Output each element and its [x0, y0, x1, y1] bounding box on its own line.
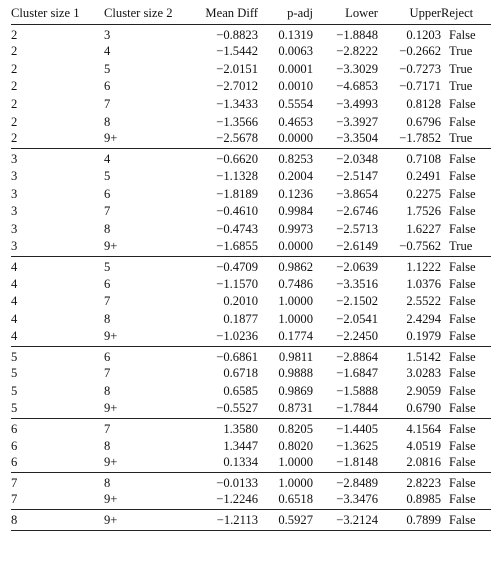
- cell-cluster-size-1: 2: [11, 44, 18, 59]
- cell-cluster-size-2: 8: [104, 114, 111, 129]
- cell-mean-diff: −1.2113: [186, 510, 258, 531]
- cell-p-adj: 0.9973: [278, 222, 313, 237]
- cell-mean-diff: −0.5527: [186, 400, 258, 419]
- cell-p-adj: 0.8205: [278, 421, 313, 436]
- cell-upper: 0.8985: [378, 491, 441, 510]
- results-table-container: [11, 3, 491, 531]
- cell-reject: False: [449, 349, 476, 364]
- cell-cluster-size-2: 5: [104, 259, 111, 274]
- cell-mean-diff: 1.3580: [223, 421, 258, 436]
- cell-mean-diff: −1.2246: [186, 491, 258, 510]
- cell-lower: −2.0639: [336, 259, 378, 274]
- cell-cluster-size-1: 3: [11, 169, 18, 184]
- cell-reject: False: [449, 114, 476, 129]
- cell-mean-diff: −1.0236: [186, 328, 258, 347]
- cell-mean-diff: −1.8189: [216, 186, 258, 201]
- table-row: [11, 418, 491, 437]
- cell-upper: −0.7273: [399, 61, 441, 76]
- cell-mean-diff: −0.6620: [216, 152, 258, 167]
- cell-p-adj: 0.6518: [258, 491, 313, 510]
- cell-reject: False: [449, 204, 476, 219]
- cell-mean-diff: −1.1570: [216, 276, 258, 291]
- cell-cluster-size-2: 8: [104, 222, 111, 237]
- header-cluster-size-2: Cluster size 2: [104, 3, 186, 24]
- cell-p-adj: 0.8020: [278, 438, 313, 453]
- cell-lower: −1.8148: [313, 454, 378, 473]
- cell-upper: 3.0283: [406, 366, 441, 381]
- cell-reject: False: [449, 169, 476, 184]
- header-mean-diff: Mean Diff: [186, 3, 258, 24]
- cell-cluster-size-2: 4: [104, 152, 111, 167]
- cell-cluster-size-2: 8: [104, 311, 111, 326]
- header-p-adj: p-adj: [258, 3, 313, 24]
- cell-lower: −2.8222: [336, 44, 378, 59]
- table-row: [11, 43, 491, 61]
- cell-reject: False: [449, 366, 476, 381]
- cell-p-adj: 0.0000: [258, 238, 313, 257]
- cell-mean-diff: −0.4610: [216, 204, 258, 219]
- cell-lower: −4.6853: [336, 79, 378, 94]
- cell-lower: −3.8654: [336, 186, 378, 201]
- cell-cluster-size-2: 9+: [104, 400, 186, 419]
- cell-lower: −3.3516: [336, 276, 378, 291]
- cell-cluster-size-1: 5: [11, 366, 18, 381]
- header-upper: Upper: [378, 3, 441, 24]
- cell-upper: 2.0816: [378, 454, 441, 473]
- cell-lower: −3.3029: [336, 61, 378, 76]
- cell-cluster-size-2: 7: [104, 294, 111, 309]
- cell-cluster-size-2: 3: [104, 27, 111, 42]
- cell-cluster-size-1: 3: [11, 152, 18, 167]
- cell-lower: −2.1502: [336, 294, 378, 309]
- cell-upper: 2.5522: [406, 294, 441, 309]
- cell-lower: −1.8848: [336, 27, 378, 42]
- cell-mean-diff: 0.1334: [186, 454, 258, 473]
- table-row: [11, 95, 491, 113]
- cell-lower: −1.7844: [313, 400, 378, 419]
- cell-cluster-size-2: 5: [104, 61, 111, 76]
- cell-cluster-size-1: 2: [11, 79, 18, 94]
- cell-reject: True: [449, 44, 473, 59]
- cell-cluster-size-1: 7: [11, 491, 104, 510]
- cell-reject: False: [449, 421, 476, 436]
- cell-cluster-size-1: 8: [11, 510, 104, 531]
- cell-cluster-size-2: 6: [104, 276, 111, 291]
- cell-cluster-size-1: 6: [11, 454, 104, 473]
- cell-p-adj: 0.9888: [278, 366, 313, 381]
- cell-p-adj: 0.0001: [278, 61, 313, 76]
- cell-lower: −3.3927: [336, 114, 378, 129]
- cell-cluster-size-1: 2: [11, 97, 18, 112]
- cell-reject: False: [449, 259, 476, 274]
- table-row: [11, 60, 491, 78]
- table-row: [11, 310, 491, 328]
- cell-cluster-size-1: 2: [11, 27, 18, 42]
- table-row: [11, 454, 491, 473]
- cell-mean-diff: −1.6855: [186, 238, 258, 257]
- cell-reject: True: [449, 79, 473, 94]
- cell-reject: True: [441, 238, 491, 257]
- table-row: [11, 24, 491, 43]
- cell-reject: True: [441, 130, 491, 149]
- cell-mean-diff: −2.0151: [216, 61, 258, 76]
- cell-cluster-size-2: 7: [104, 366, 111, 381]
- cell-reject: False: [449, 276, 476, 291]
- cell-upper: 0.8128: [406, 97, 441, 112]
- cell-upper: 0.2275: [406, 186, 441, 201]
- cell-cluster-size-2: 7: [104, 204, 111, 219]
- cell-cluster-size-1: 3: [11, 238, 104, 257]
- cell-mean-diff: 0.6718: [223, 366, 258, 381]
- table-row: [11, 400, 491, 419]
- cell-lower: −3.4993: [336, 97, 378, 112]
- cell-lower: −3.3476: [313, 491, 378, 510]
- header-reject: Reject: [441, 3, 491, 24]
- table-row: [11, 185, 491, 203]
- table-header-row: [11, 3, 491, 24]
- table-row: [11, 220, 491, 238]
- cell-upper: 1.1222: [406, 259, 441, 274]
- cell-mean-diff: −0.0133: [216, 476, 258, 491]
- table-row: [11, 149, 491, 168]
- cell-lower: −2.2450: [313, 328, 378, 347]
- cell-p-adj: 0.0063: [278, 44, 313, 59]
- table-row: [11, 78, 491, 96]
- cell-p-adj: 0.9869: [278, 384, 313, 399]
- cell-upper: 1.7526: [406, 204, 441, 219]
- cell-upper: −0.7562: [378, 238, 441, 257]
- cell-mean-diff: −1.3566: [216, 114, 258, 129]
- cell-upper: 4.1564: [406, 421, 441, 436]
- cell-cluster-size-1: 6: [11, 438, 18, 453]
- table-row: [11, 491, 491, 510]
- cell-mean-diff: 1.3447: [223, 438, 258, 453]
- cell-lower: −2.0348: [336, 152, 378, 167]
- cell-mean-diff: −2.7012: [216, 79, 258, 94]
- cell-lower: −2.8489: [336, 476, 378, 491]
- table-body: [11, 24, 491, 531]
- table-row: [11, 510, 491, 531]
- cell-cluster-size-2: 6: [104, 349, 111, 364]
- cell-cluster-size-2: 9+: [104, 510, 186, 531]
- cell-cluster-size-2: 9+: [104, 328, 186, 347]
- cell-reject: False: [449, 311, 476, 326]
- cell-p-adj: 0.9984: [278, 204, 313, 219]
- table-row: [11, 203, 491, 221]
- cell-p-adj: 0.8253: [278, 152, 313, 167]
- cell-cluster-size-1: 4: [11, 328, 104, 347]
- cell-p-adj: 0.0010: [278, 79, 313, 94]
- cell-lower: −2.0541: [336, 311, 378, 326]
- cell-cluster-size-1: 5: [11, 400, 104, 419]
- table-row: [11, 365, 491, 383]
- cell-cluster-size-2: 8: [104, 438, 111, 453]
- cell-reject: False: [441, 328, 491, 347]
- cell-lower: −1.5888: [336, 384, 378, 399]
- cell-p-adj: 0.8731: [258, 400, 313, 419]
- cell-mean-diff: −0.4743: [216, 222, 258, 237]
- cell-cluster-size-1: 4: [11, 259, 18, 274]
- table-row: [11, 275, 491, 293]
- table-row: [11, 256, 491, 275]
- cell-upper: −0.2662: [399, 44, 441, 59]
- cell-cluster-size-2: 9+: [104, 454, 186, 473]
- cell-mean-diff: −1.5442: [216, 44, 258, 59]
- cell-p-adj: 1.0000: [278, 311, 313, 326]
- tukey-results-table: [11, 3, 491, 531]
- cell-p-adj: 0.5927: [258, 510, 313, 531]
- cell-reject: True: [449, 61, 473, 76]
- table-row: [11, 382, 491, 400]
- cell-cluster-size-2: 5: [104, 169, 111, 184]
- table-row: [11, 238, 491, 257]
- cell-cluster-size-1: 4: [11, 294, 18, 309]
- cell-reject: False: [449, 27, 476, 42]
- header-lower: Lower: [313, 3, 378, 24]
- cell-upper: 0.1979: [378, 328, 441, 347]
- cell-reject: False: [441, 510, 491, 531]
- cell-cluster-size-1: 3: [11, 222, 18, 237]
- cell-lower: −2.8864: [336, 349, 378, 364]
- table-row: [11, 113, 491, 131]
- cell-reject: False: [441, 491, 491, 510]
- cell-cluster-size-2: 7: [104, 97, 111, 112]
- cell-cluster-size-2: 8: [104, 476, 111, 491]
- cell-reject: False: [441, 400, 491, 419]
- cell-lower: −2.5713: [336, 222, 378, 237]
- cell-upper: 2.4294: [406, 311, 441, 326]
- cell-p-adj: 0.2004: [278, 169, 313, 184]
- cell-cluster-size-2: 6: [104, 79, 111, 94]
- cell-cluster-size-1: 2: [11, 114, 18, 129]
- cell-upper: 4.0519: [406, 438, 441, 453]
- cell-mean-diff: −1.3433: [216, 97, 258, 112]
- cell-mean-diff: −0.8823: [216, 27, 258, 42]
- header-cluster-size-1: Cluster size 1: [11, 3, 104, 24]
- cell-cluster-size-1: 3: [11, 186, 18, 201]
- cell-upper: 1.5142: [406, 349, 441, 364]
- cell-upper: 0.7108: [406, 152, 441, 167]
- cell-lower: −3.2124: [313, 510, 378, 531]
- cell-reject: False: [449, 222, 476, 237]
- cell-cluster-size-1: 5: [11, 349, 18, 364]
- cell-p-adj: 0.1319: [278, 27, 313, 42]
- cell-upper: 0.7899: [378, 510, 441, 531]
- cell-cluster-size-1: 5: [11, 384, 18, 399]
- cell-cluster-size-2: 9+: [104, 130, 186, 149]
- cell-p-adj: 0.7486: [278, 276, 313, 291]
- cell-upper: 0.6796: [406, 114, 441, 129]
- table-row: [11, 328, 491, 347]
- cell-p-adj: 0.1774: [258, 328, 313, 347]
- cell-p-adj: 0.4653: [278, 114, 313, 129]
- cell-cluster-size-2: 9+: [104, 238, 186, 257]
- cell-p-adj: 0.9862: [278, 259, 313, 274]
- cell-p-adj: 0.0000: [258, 130, 313, 149]
- cell-lower: −3.3504: [313, 130, 378, 149]
- cell-reject: False: [449, 438, 476, 453]
- cell-mean-diff: 0.2010: [223, 294, 258, 309]
- cell-mean-diff: −0.6861: [216, 349, 258, 364]
- cell-cluster-size-1: 4: [11, 276, 18, 291]
- cell-mean-diff: −1.1328: [216, 169, 258, 184]
- cell-cluster-size-2: 9+: [104, 491, 186, 510]
- cell-lower: −1.6847: [336, 366, 378, 381]
- cell-upper: 1.0376: [406, 276, 441, 291]
- cell-lower: −2.5147: [336, 169, 378, 184]
- cell-mean-diff: −2.5678: [186, 130, 258, 149]
- cell-reject: False: [449, 384, 476, 399]
- cell-p-adj: 0.5554: [278, 97, 313, 112]
- cell-mean-diff: 0.1877: [223, 311, 258, 326]
- cell-cluster-size-1: 2: [11, 61, 18, 76]
- cell-reject: False: [441, 454, 491, 473]
- cell-reject: False: [449, 186, 476, 201]
- cell-cluster-size-2: 6: [104, 186, 111, 201]
- cell-reject: False: [449, 152, 476, 167]
- table-row: [11, 167, 491, 185]
- cell-cluster-size-1: 7: [11, 476, 18, 491]
- cell-lower: −2.6149: [313, 238, 378, 257]
- cell-upper: 0.2491: [406, 169, 441, 184]
- cell-lower: −1.4405: [336, 421, 378, 436]
- cell-upper: 1.6227: [406, 222, 441, 237]
- cell-cluster-size-1: 3: [11, 204, 18, 219]
- cell-p-adj: 0.1236: [278, 186, 313, 201]
- cell-upper: −1.7852: [378, 130, 441, 149]
- cell-mean-diff: 0.6585: [223, 384, 258, 399]
- cell-cluster-size-1: 6: [11, 421, 18, 436]
- cell-upper: 2.9059: [406, 384, 441, 399]
- table-row: [11, 130, 491, 149]
- cell-cluster-size-1: 2: [11, 130, 104, 149]
- cell-upper: 0.1203: [406, 27, 441, 42]
- table-row: [11, 292, 491, 310]
- cell-p-adj: 1.0000: [258, 454, 313, 473]
- cell-cluster-size-2: 8: [104, 384, 111, 399]
- cell-p-adj: 1.0000: [278, 294, 313, 309]
- cell-lower: −1.3625: [336, 438, 378, 453]
- cell-mean-diff: −0.4709: [216, 259, 258, 274]
- cell-reject: False: [449, 294, 476, 309]
- cell-cluster-size-1: 4: [11, 311, 18, 326]
- cell-cluster-size-2: 7: [104, 421, 111, 436]
- cell-cluster-size-2: 4: [104, 44, 111, 59]
- cell-upper: 0.6790: [378, 400, 441, 419]
- cell-lower: −2.6746: [336, 204, 378, 219]
- cell-reject: False: [449, 476, 476, 491]
- table-row: [11, 473, 491, 492]
- cell-p-adj: 0.9811: [278, 349, 313, 364]
- table-row: [11, 437, 491, 455]
- cell-p-adj: 1.0000: [278, 476, 313, 491]
- cell-upper: 2.8223: [406, 476, 441, 491]
- cell-reject: False: [449, 97, 476, 112]
- cell-upper: −0.7171: [399, 79, 441, 94]
- table-row: [11, 346, 491, 365]
